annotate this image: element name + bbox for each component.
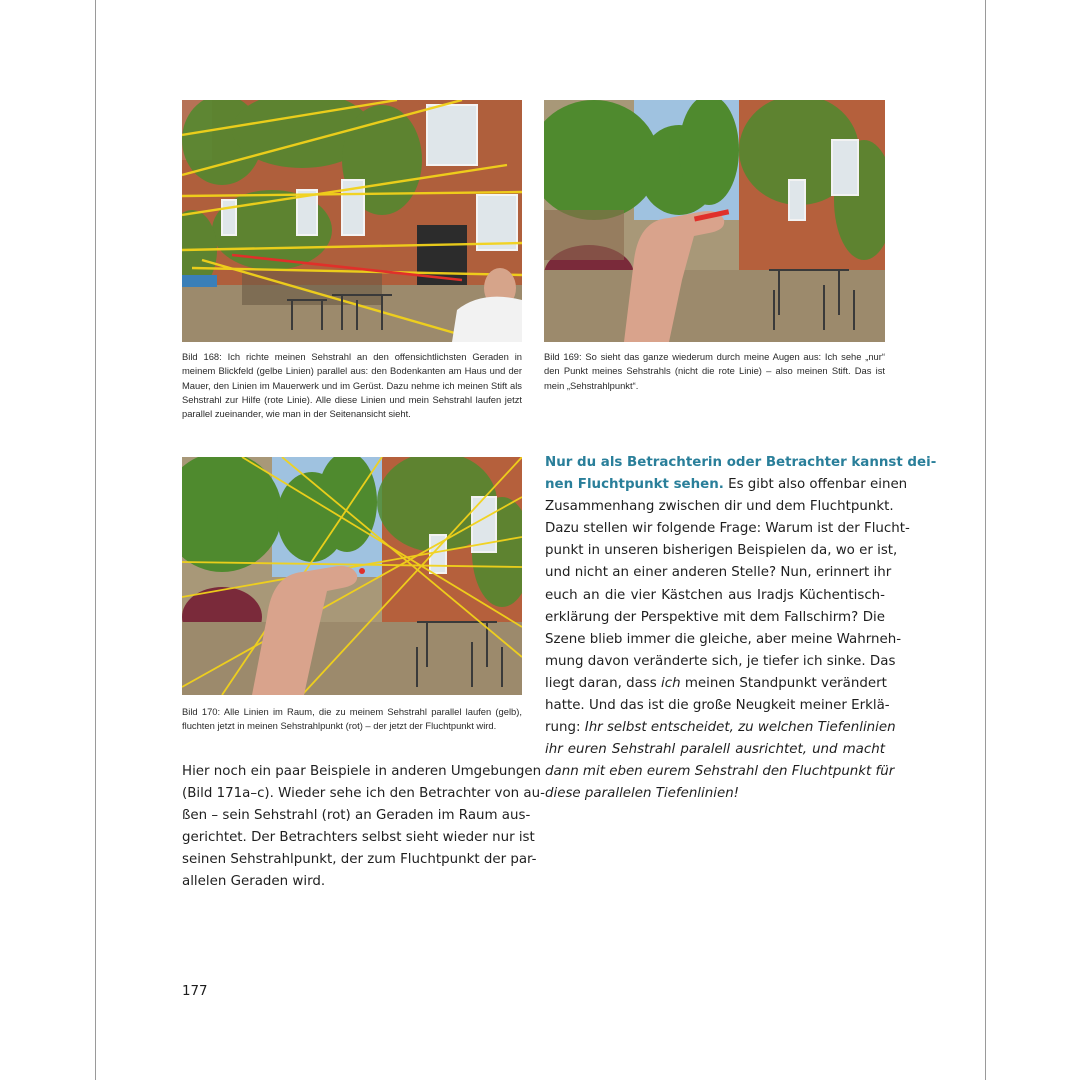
photo-bild-170: [182, 457, 522, 695]
figure-caption-168: Bild 168: Ich richte meinen Sehstrahl an den offensichtlichsten Geraden in meinem Blickfeld (gelbe Linien) parallel aus: den Bodenkanten am Haus und der Mauer, den Linien im Mauerwerk und im Gerüst. Dazu nehme ich meinen Stift als Sehstrahl zur Hilfe (rote Linie). Alle diese Linien und mein Sehstrahl laufen jetzt parallel zueinander, wie man in der Seitenansicht sieht.: [182, 351, 522, 420]
text-line: Szene blieb immer die gleiche, aber meine Wahrneh-: [545, 631, 902, 647]
text-line: Zusammenhang zwischen dir und dem Fluchtpunkt.: [545, 499, 894, 515]
text-line: nen Fluchtpunkt sehen. Es gibt also offenbar einen: [545, 477, 908, 493]
emphasis-text: Ihr selbst entscheidet, zu welchen Tiefenlinien: [584, 720, 896, 736]
text-line: erklärung der Perspektive mit dem Fallschirm? Die: [545, 609, 885, 625]
text-line: rung: Ihr selbst entscheidet, zu welchen Tiefenlinien: [545, 720, 896, 736]
emphasis-text: dann mit eben eurem Sehstrahl den Fluchtpunkt für: [545, 764, 895, 780]
text-line: punkt in unseren bisherigen Beispielen da, wo er ist,: [545, 543, 898, 559]
text-line: hatte. Und das ist die große Neugkeit meiner Erklä-: [545, 698, 890, 714]
text-line: ßen – sein Sehstrahl (rot) an Geraden im Raum aus-: [182, 808, 531, 824]
text-line: mung davon veränderte sich, je tiefer ich sinke. Das: [545, 653, 896, 669]
text-line: [545, 452, 937, 474]
text-line: seinen Sehstrahlpunkt, der zum Fluchtpunkt der par-: [182, 852, 537, 868]
body-text-right-column: [545, 452, 937, 806]
figure-caption-170: Bild 170: Alle Linien im Raum, die zu meinem Sehstrahl parallel laufen (gelb), fluchten jetzt in meinen Sehstrahlpunkt (rot) – der jetzt der Fluchtpunkt wird.: [182, 706, 522, 732]
text-line: (Bild 171a–c). Wieder sehe ich den Betrachter von au-: [182, 786, 545, 802]
page-number: 177: [182, 984, 208, 999]
emphasis-text: ihr euren Sehstrahl paralell ausrichtet, und macht: [545, 742, 885, 758]
text-line: liegt daran, dass ich meinen Standpunkt verändert: [545, 675, 887, 691]
text-line: Hier noch ein paar Beispiele in anderen Umgebungen: [182, 764, 542, 779]
text-line: allelen Geraden wird.: [182, 874, 326, 890]
text-line: [545, 783, 885, 805]
text-line: euch an die vier Kästchen aus Iradjs Küchentisch-: [545, 587, 885, 603]
text-line: [545, 761, 895, 783]
text-line: und nicht an einer anderen Stelle? Nun, erinnert ihr: [545, 565, 892, 581]
photo-bild-168: [182, 100, 522, 342]
page-edge-right: [985, 0, 986, 1080]
photo-bild-169: [544, 100, 885, 342]
lead-in-text: nen Fluchtpunkt sehen.: [545, 477, 724, 493]
figure-caption-169: Bild 169: So sieht das ganze wiederum durch meine Augen aus: Ich sehe „nur“ den Punkt meines Sehstrahls (nicht die rote Linie) – also meinen Stift. Das ist mein „Sehstrahlpunkt“.: [544, 351, 885, 391]
text-line: gerichtet. Der Betrachters selbst sieht wieder nur ist: [182, 830, 535, 846]
emphasis-text: ich: [661, 675, 681, 691]
page-edge-left: [95, 0, 96, 1080]
lead-in-text: Nur du als Betrachterin oder Betrachter kannst dei-: [545, 455, 937, 470]
text-line: [545, 739, 885, 761]
text-line: Dazu stellen wir folgende Frage: Warum ist der Flucht-: [545, 521, 910, 537]
emphasis-text: diese parallelen Tiefenlinien!: [545, 786, 740, 802]
body-text-left-column: [182, 761, 545, 894]
